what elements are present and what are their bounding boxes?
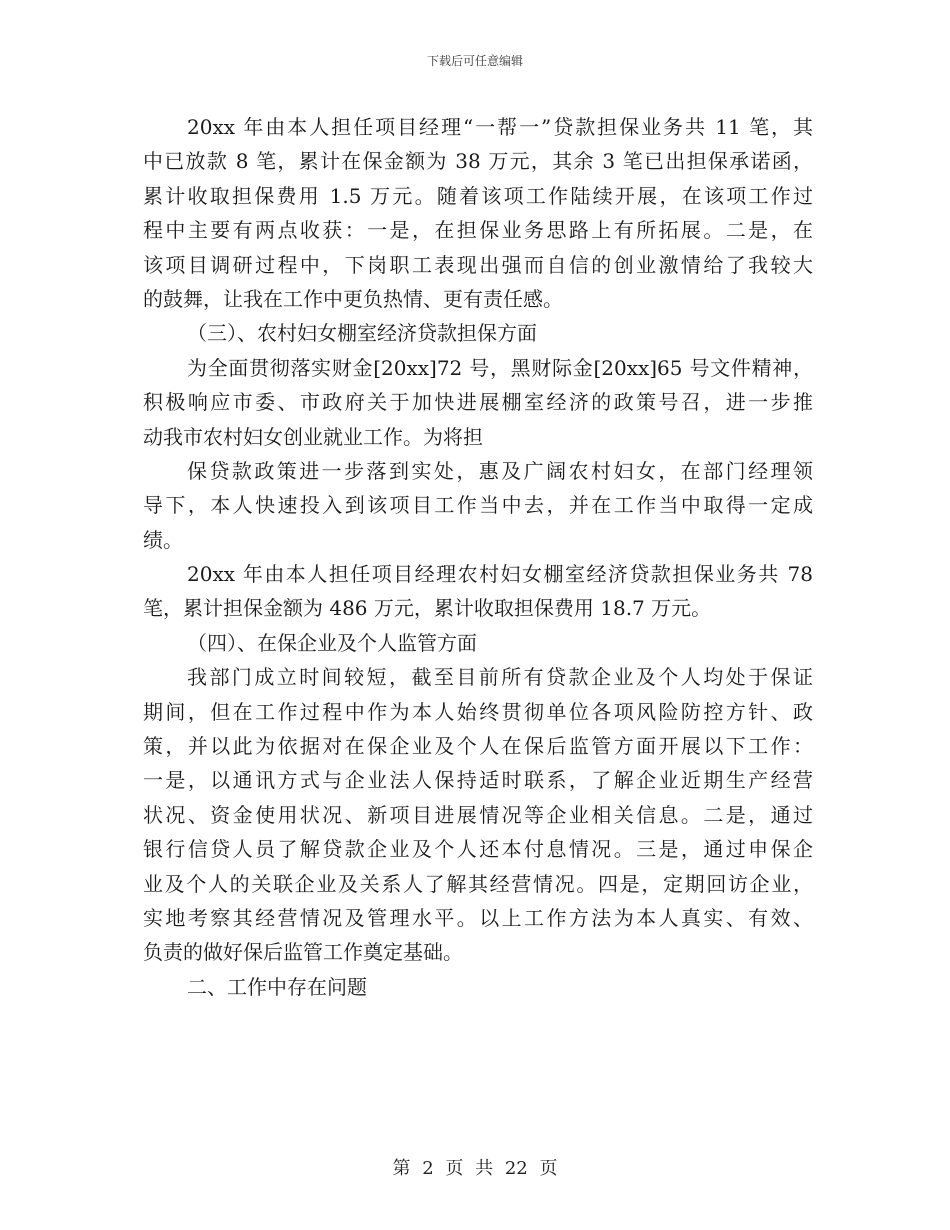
document-body bbox=[143, 110, 813, 1004]
paragraph-line: 导下，本人快速投入到该项目工作当中去，并在工作当中取得一定成 bbox=[143, 493, 813, 518]
section-heading: 二、工作中存在问题 bbox=[187, 974, 367, 999]
paragraph-line: 一是，以通讯方式与企业法人保持适时联系，了解企业近期生产经营 bbox=[143, 768, 813, 793]
paragraph-line: 业及个人的关联企业及关系人了解其经营情况。四是，定期回访企业， bbox=[143, 871, 813, 896]
paragraph-line: 期间，但在工作过程中作为本人始终贯彻单位各项风险防控方针、政 bbox=[143, 699, 813, 724]
paragraph-line: 负责的做好保后监管工作奠定基础。 bbox=[143, 940, 463, 965]
page-header: 下载后可任意编辑 bbox=[426, 54, 523, 68]
paragraph-line: 累计收取担保费用 1.5 万元。随着该项工作陆续开展，在该项工作过 bbox=[143, 183, 813, 208]
paragraph-line: 为全面贯彻落实财金[20xx]72 号，黑财际金[20xx]65 号文件精神， bbox=[187, 355, 813, 380]
paragraph-line: 20xx 年由本人担任项目经理“一帮一”贷款担保业务共 11 笔，其 bbox=[187, 115, 813, 139]
paragraph-line: 20xx 年由本人担任项目经理农村妇女棚室经济贷款担保业务共 78 bbox=[187, 562, 813, 587]
paragraph-line: 我部门成立时间较短，截至目前所有贷款企业及个人均处于保证 bbox=[187, 665, 813, 690]
paragraph-line: 状况、资金使用状况、新项目进展情况等企业相关信息。二是，通过 bbox=[143, 802, 813, 827]
paragraph-line: 中已放款 8 笔，累计在保金额为 38 万元，其余 3 笔已出担保承诺函， bbox=[143, 149, 813, 174]
paragraph-line: 保贷款政策进一步落到实处，惠及广阔农村妇女，在部门经理领 bbox=[187, 458, 813, 483]
paragraph-line: 绩。 bbox=[143, 527, 183, 552]
paragraph-line: 积极响应市委、市政府关于加快进展棚室经济的政策号召，进一步推 bbox=[143, 390, 813, 415]
paragraph-line: 程中主要有两点收获：一是，在担保业务思路上有所拓展。二是，在 bbox=[143, 218, 813, 243]
page-number: 第 2 页 共 22 页 bbox=[392, 1158, 558, 1179]
paragraph-line: 笔，累计担保金额为 486 万元，累计收取担保费用 18.7 万元。 bbox=[143, 596, 712, 621]
section-heading: （三）、农村妇女棚室经济贷款担保方面 bbox=[187, 321, 537, 346]
paragraph-line: 动我市农村妇女创业就业工作。为将担 bbox=[143, 424, 483, 449]
paragraph-line: 该项目调研过程中，下岗职工表现出强而自信的创业激情给了我较大 bbox=[143, 252, 813, 277]
paragraph-line: 银行信贷人员了解贷款企业及个人还本付息情况。三是，通过申保企 bbox=[143, 837, 813, 862]
paragraph-line: 的鼓舞，让我在工作中更负热情、更有责任感。 bbox=[143, 286, 563, 311]
paragraph-line: 策，并以此为依据对在保企业及个人在保后监管方面开展以下工作： bbox=[143, 734, 813, 759]
paragraph-line: 实地考察其经营情况及管理水平。以上工作方法为本人真实、有效、 bbox=[143, 905, 813, 930]
section-heading: （四）、在保企业及个人监管方面 bbox=[187, 630, 477, 655]
